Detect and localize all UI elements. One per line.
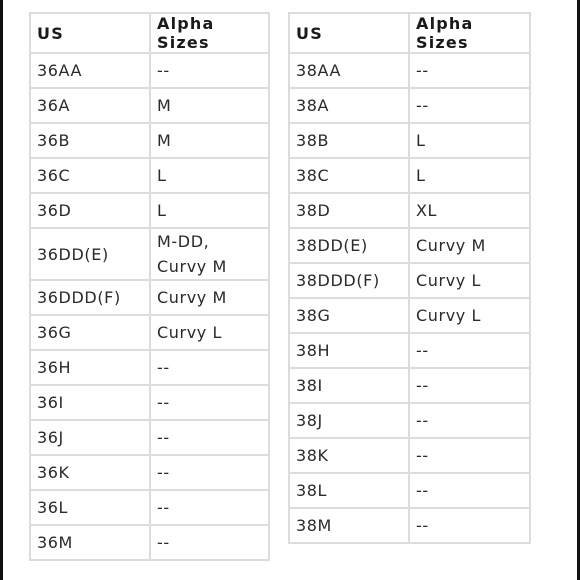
alpha-size-cell: -- (409, 53, 530, 88)
us-size-cell: 38D (289, 193, 409, 228)
table-row (289, 228, 530, 263)
alpha-size-cell: -- (409, 403, 530, 438)
table-row (30, 88, 269, 123)
us-size-cell: 38AA (289, 53, 409, 88)
table-row (289, 263, 530, 298)
us-size-cell: 36J (30, 420, 150, 455)
us-size-cell: 38L (289, 473, 409, 508)
alpha-size-cell: -- (150, 420, 269, 455)
us-size-cell: 38G (289, 298, 409, 333)
us-size-cell: 38H (289, 333, 409, 368)
header-us: US (289, 13, 409, 53)
table-row (30, 525, 269, 560)
table-row (30, 193, 269, 228)
us-size-cell: 38A (289, 88, 409, 123)
us-size-cell: 36DDD(F) (30, 280, 150, 315)
table-row (30, 123, 269, 158)
alpha-size-cell: L (150, 158, 269, 193)
alpha-size-cell: M-DD, Curvy M (150, 228, 269, 280)
us-size-cell: 36AA (30, 53, 150, 88)
table-row (30, 385, 269, 420)
alpha-size-cell: -- (409, 88, 530, 123)
table-row (30, 350, 269, 385)
alpha-size-cell: -- (150, 525, 269, 560)
alpha-size-cell: -- (409, 473, 530, 508)
table-row (289, 88, 530, 123)
table-row (289, 193, 530, 228)
us-size-cell: 38I (289, 368, 409, 403)
us-size-cell: 36DD(E) (30, 228, 150, 280)
alpha-size-cell: Curvy M (150, 280, 269, 315)
us-size-cell: 38DD(E) (289, 228, 409, 263)
table-row (30, 158, 269, 193)
us-size-cell: 36I (30, 385, 150, 420)
alpha-size-cell: Curvy L (409, 298, 530, 333)
table-row (30, 490, 269, 525)
table-row (289, 403, 530, 438)
table-row (30, 315, 269, 350)
size-table-36 (29, 12, 270, 561)
table-row (289, 158, 530, 193)
table-row (30, 53, 269, 88)
header-alpha-sizes: Alpha Sizes (409, 13, 530, 53)
alpha-size-cell: Curvy M (409, 228, 530, 263)
table-row (30, 228, 269, 280)
alpha-size-cell: M (150, 123, 269, 158)
alpha-size-cell: -- (150, 455, 269, 490)
us-size-cell: 38J (289, 403, 409, 438)
us-size-cell: 36M (30, 525, 150, 560)
us-size-cell: 36A (30, 88, 150, 123)
us-size-cell: 38C (289, 158, 409, 193)
header-row (30, 13, 269, 53)
table-row (289, 368, 530, 403)
alpha-size-cell: -- (409, 438, 530, 473)
us-size-cell: 38K (289, 438, 409, 473)
us-size-cell: 36G (30, 315, 150, 350)
alpha-size-cell: L (409, 123, 530, 158)
us-size-cell: 36L (30, 490, 150, 525)
header-alpha-sizes: Alpha Sizes (150, 13, 269, 53)
size-table-38 (288, 12, 531, 544)
us-size-cell: 38DDD(F) (289, 263, 409, 298)
table-row (30, 280, 269, 315)
us-size-cell: 36C (30, 158, 150, 193)
header-row (289, 13, 530, 53)
header-us: US (30, 13, 150, 53)
us-size-cell: 36K (30, 455, 150, 490)
table-row (30, 420, 269, 455)
alpha-size-cell: M (150, 88, 269, 123)
alpha-size-cell: -- (409, 368, 530, 403)
table-row (289, 53, 530, 88)
table-row (289, 438, 530, 473)
us-size-cell: 36H (30, 350, 150, 385)
us-size-cell: 36D (30, 193, 150, 228)
alpha-size-cell: -- (150, 385, 269, 420)
alpha-size-cell: -- (150, 350, 269, 385)
alpha-size-cell: -- (409, 333, 530, 368)
alpha-size-cell: Curvy L (409, 263, 530, 298)
alpha-size-cell: L (150, 193, 269, 228)
table-row (30, 455, 269, 490)
left-edge-bar (0, 0, 3, 580)
alpha-size-cell: -- (150, 53, 269, 88)
table-row (289, 473, 530, 508)
table-row (289, 298, 530, 333)
table-row (289, 123, 530, 158)
alpha-size-cell: L (409, 158, 530, 193)
table-row (289, 333, 530, 368)
us-size-cell: 38B (289, 123, 409, 158)
alpha-size-cell: -- (150, 490, 269, 525)
us-size-cell: 36B (30, 123, 150, 158)
table-row (289, 508, 530, 543)
alpha-size-cell: Curvy L (150, 315, 269, 350)
us-size-cell: 38M (289, 508, 409, 543)
alpha-size-cell: -- (409, 508, 530, 543)
alpha-size-cell: XL (409, 193, 530, 228)
